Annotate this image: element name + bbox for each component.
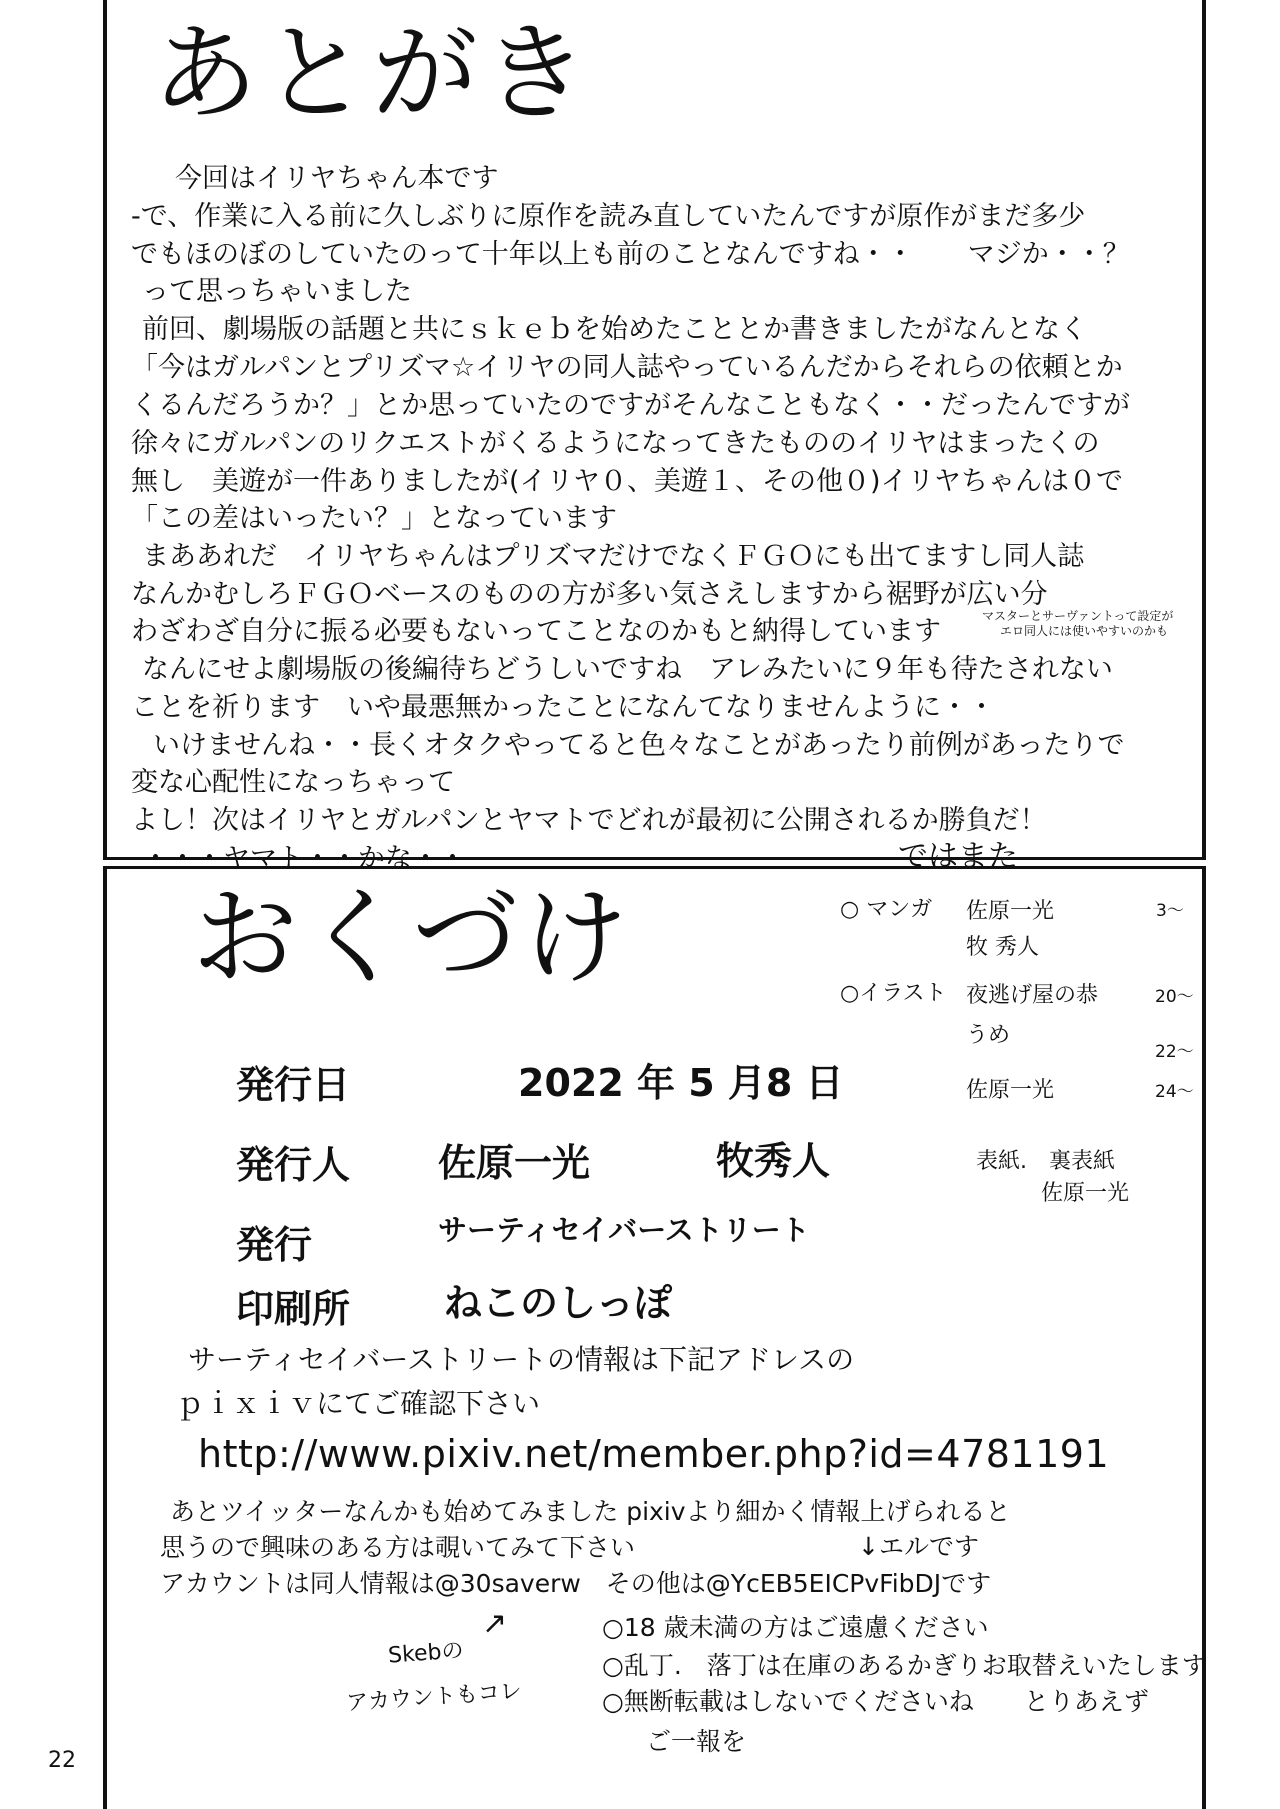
afterword-title: あとがき: [152, 12, 592, 135]
afterword-side-note-2: エロ同人には使いやすいのかも: [1000, 624, 1169, 638]
handwritten-note-1: Skebの: [387, 1638, 465, 1669]
afterword-line-7: くるんだろうか？」とか思っていたのですがそんなこともなく・・だったんですが: [131, 390, 1130, 421]
handwritten-note-2: アカウントもコレ: [345, 1678, 523, 1717]
afterword-line-16: いけませんね・・長くオタクやってると色々なことがあったり前例があったりで: [153, 730, 1125, 761]
twitter-arrow-note: ↓エルです: [858, 1532, 979, 1561]
notice-2: ○乱丁. 落丁は在庫のあるかぎりお取替えいたします: [602, 1651, 1207, 1680]
credit-illust-page-1: 20～: [1155, 987, 1194, 1007]
handwritten-arrow: ↗: [482, 1606, 508, 1641]
credit-illust-artist-1: 夜逃げ屋の恭: [966, 983, 1099, 1008]
pixiv-url: http://www.pixiv.net/member.php?id=4781191: [198, 1432, 1110, 1476]
printer-label: 印刷所: [236, 1287, 351, 1331]
credit-manga-page-1: 3～: [1156, 901, 1184, 921]
publisher-label: 発行人: [236, 1143, 351, 1187]
afterword-line-11: まああれだ イリヤちゃんはプリズマだけでなくＦＧＯにも出てますし同人誌: [142, 541, 1085, 572]
credit-manga-artist-1: 佐原一光: [966, 899, 1055, 924]
notice-4: ご一報を: [646, 1727, 747, 1756]
issuer-label: 発行: [236, 1223, 313, 1267]
twitter-line-2: 思うので興味のある方は覗いてみて下さい: [160, 1533, 636, 1562]
publisher-name-2: 牧秀人: [716, 1139, 831, 1183]
printer-value: ねこのしっぽ: [444, 1281, 673, 1325]
afterword-signoff: ではまた: [898, 839, 1018, 874]
afterword-line-10: 「この差はいったい？」となっています: [131, 503, 617, 534]
afterword-line-12: なんかむしろＦＧＯベースのものの方が多い気さえしますから裾野が広い分: [131, 579, 1048, 610]
credit-cover-label: 表紙. 裏表紙: [976, 1149, 1115, 1174]
afterword-line-19: ・・・ヤマト・・かな・・: [142, 843, 466, 874]
info-line-2: ｐｉｘｉｖにてご確認下さい: [176, 1387, 541, 1420]
page-number: 22: [48, 1748, 76, 1773]
notice-1: ○18 歳未満の方はご遠慮ください: [602, 1613, 989, 1642]
afterword-line-6: 「今はガルパンとプリズマ☆イリヤの同人誌やっているんだからそれらの依頼とか: [131, 352, 1123, 383]
afterword-line-5: 前回、劇場版の話題と共にｓｋｅｂを始めたこととか書きましたがなんとなく: [142, 314, 1087, 345]
credit-illust-artist-3: 佐原一光: [966, 1078, 1055, 1103]
twitter-line-3: アカウントは同人情報は@30saverw その他は@YcEB5EICPvFibDJです: [160, 1569, 992, 1598]
credit-manga-artist-2: 牧 秀人: [966, 935, 1039, 960]
colophon-title: おくづけ: [192, 876, 632, 999]
date-label: 発行日: [236, 1063, 351, 1107]
afterword-line-1: 今回はイリヤちゃん本です: [148, 163, 499, 194]
afterword-line-9: 無し 美遊が一件ありましたが(イリヤ０、美遊１、その他０)イリヤちゃんは０で: [131, 466, 1123, 497]
afterword-line-3: でもほのぼのしていたのって十年以上も前のことなんですね・・ マジか・・？: [131, 239, 1130, 270]
publisher-name-1: 佐原一光: [438, 1141, 591, 1185]
afterword-line-18: よし！次はイリヤとガルパンとヤマトでどれが最初に公開されるか勝負だ！: [131, 805, 1047, 836]
afterword-line-2: -で、作業に入る前に久しぶりに原作を読み直していたんですが原作がまだ多少: [131, 201, 1086, 232]
issuer-value: サーティセイバーストリート: [438, 1213, 810, 1247]
credit-illust-page-3: 24～: [1155, 1082, 1194, 1102]
afterword-line-4: って思っちゃいました: [142, 276, 412, 307]
credit-illust-label: ○イラスト: [840, 981, 947, 1006]
credit-illust-artist-2: うめ: [966, 1023, 1011, 1048]
credit-manga-label: ○ マンガ: [840, 897, 933, 922]
afterword-line-14: なんにせよ劇場版の後編待ちどうしいですね アレみたいに９年も待たされない: [142, 654, 1113, 685]
afterword-line-15: ことを祈ります いや最悪無かったことになんてなりませんように・・: [131, 692, 995, 723]
notice-3: ○無断転載はしないでくださいね とりあえず: [602, 1687, 1149, 1716]
afterword-side-note-1: マスターとサーヴァントって設定が: [982, 609, 1174, 623]
twitter-line-1: あとツイッターなんかも始めてみました pixivより細かく情報上げられると: [170, 1497, 1011, 1526]
afterword-line-8: 徐々にガルパンのリクエストがくるようになってきたもののイリヤはまったくの: [131, 428, 1100, 459]
afterword-line-13: わざわざ自分に振る必要もないってことなのかもと納得しています: [131, 616, 941, 647]
info-line-1: サーティセイバーストリートの情報は下記アドレスの: [188, 1343, 855, 1376]
afterword-line-17: 変な心配性になっちゃって: [131, 767, 455, 798]
credit-cover-artist: 佐原一光: [1041, 1181, 1130, 1206]
credit-illust-page-2: 22～: [1155, 1042, 1194, 1062]
date-value: 2022 年 5 月8 日: [518, 1061, 844, 1105]
